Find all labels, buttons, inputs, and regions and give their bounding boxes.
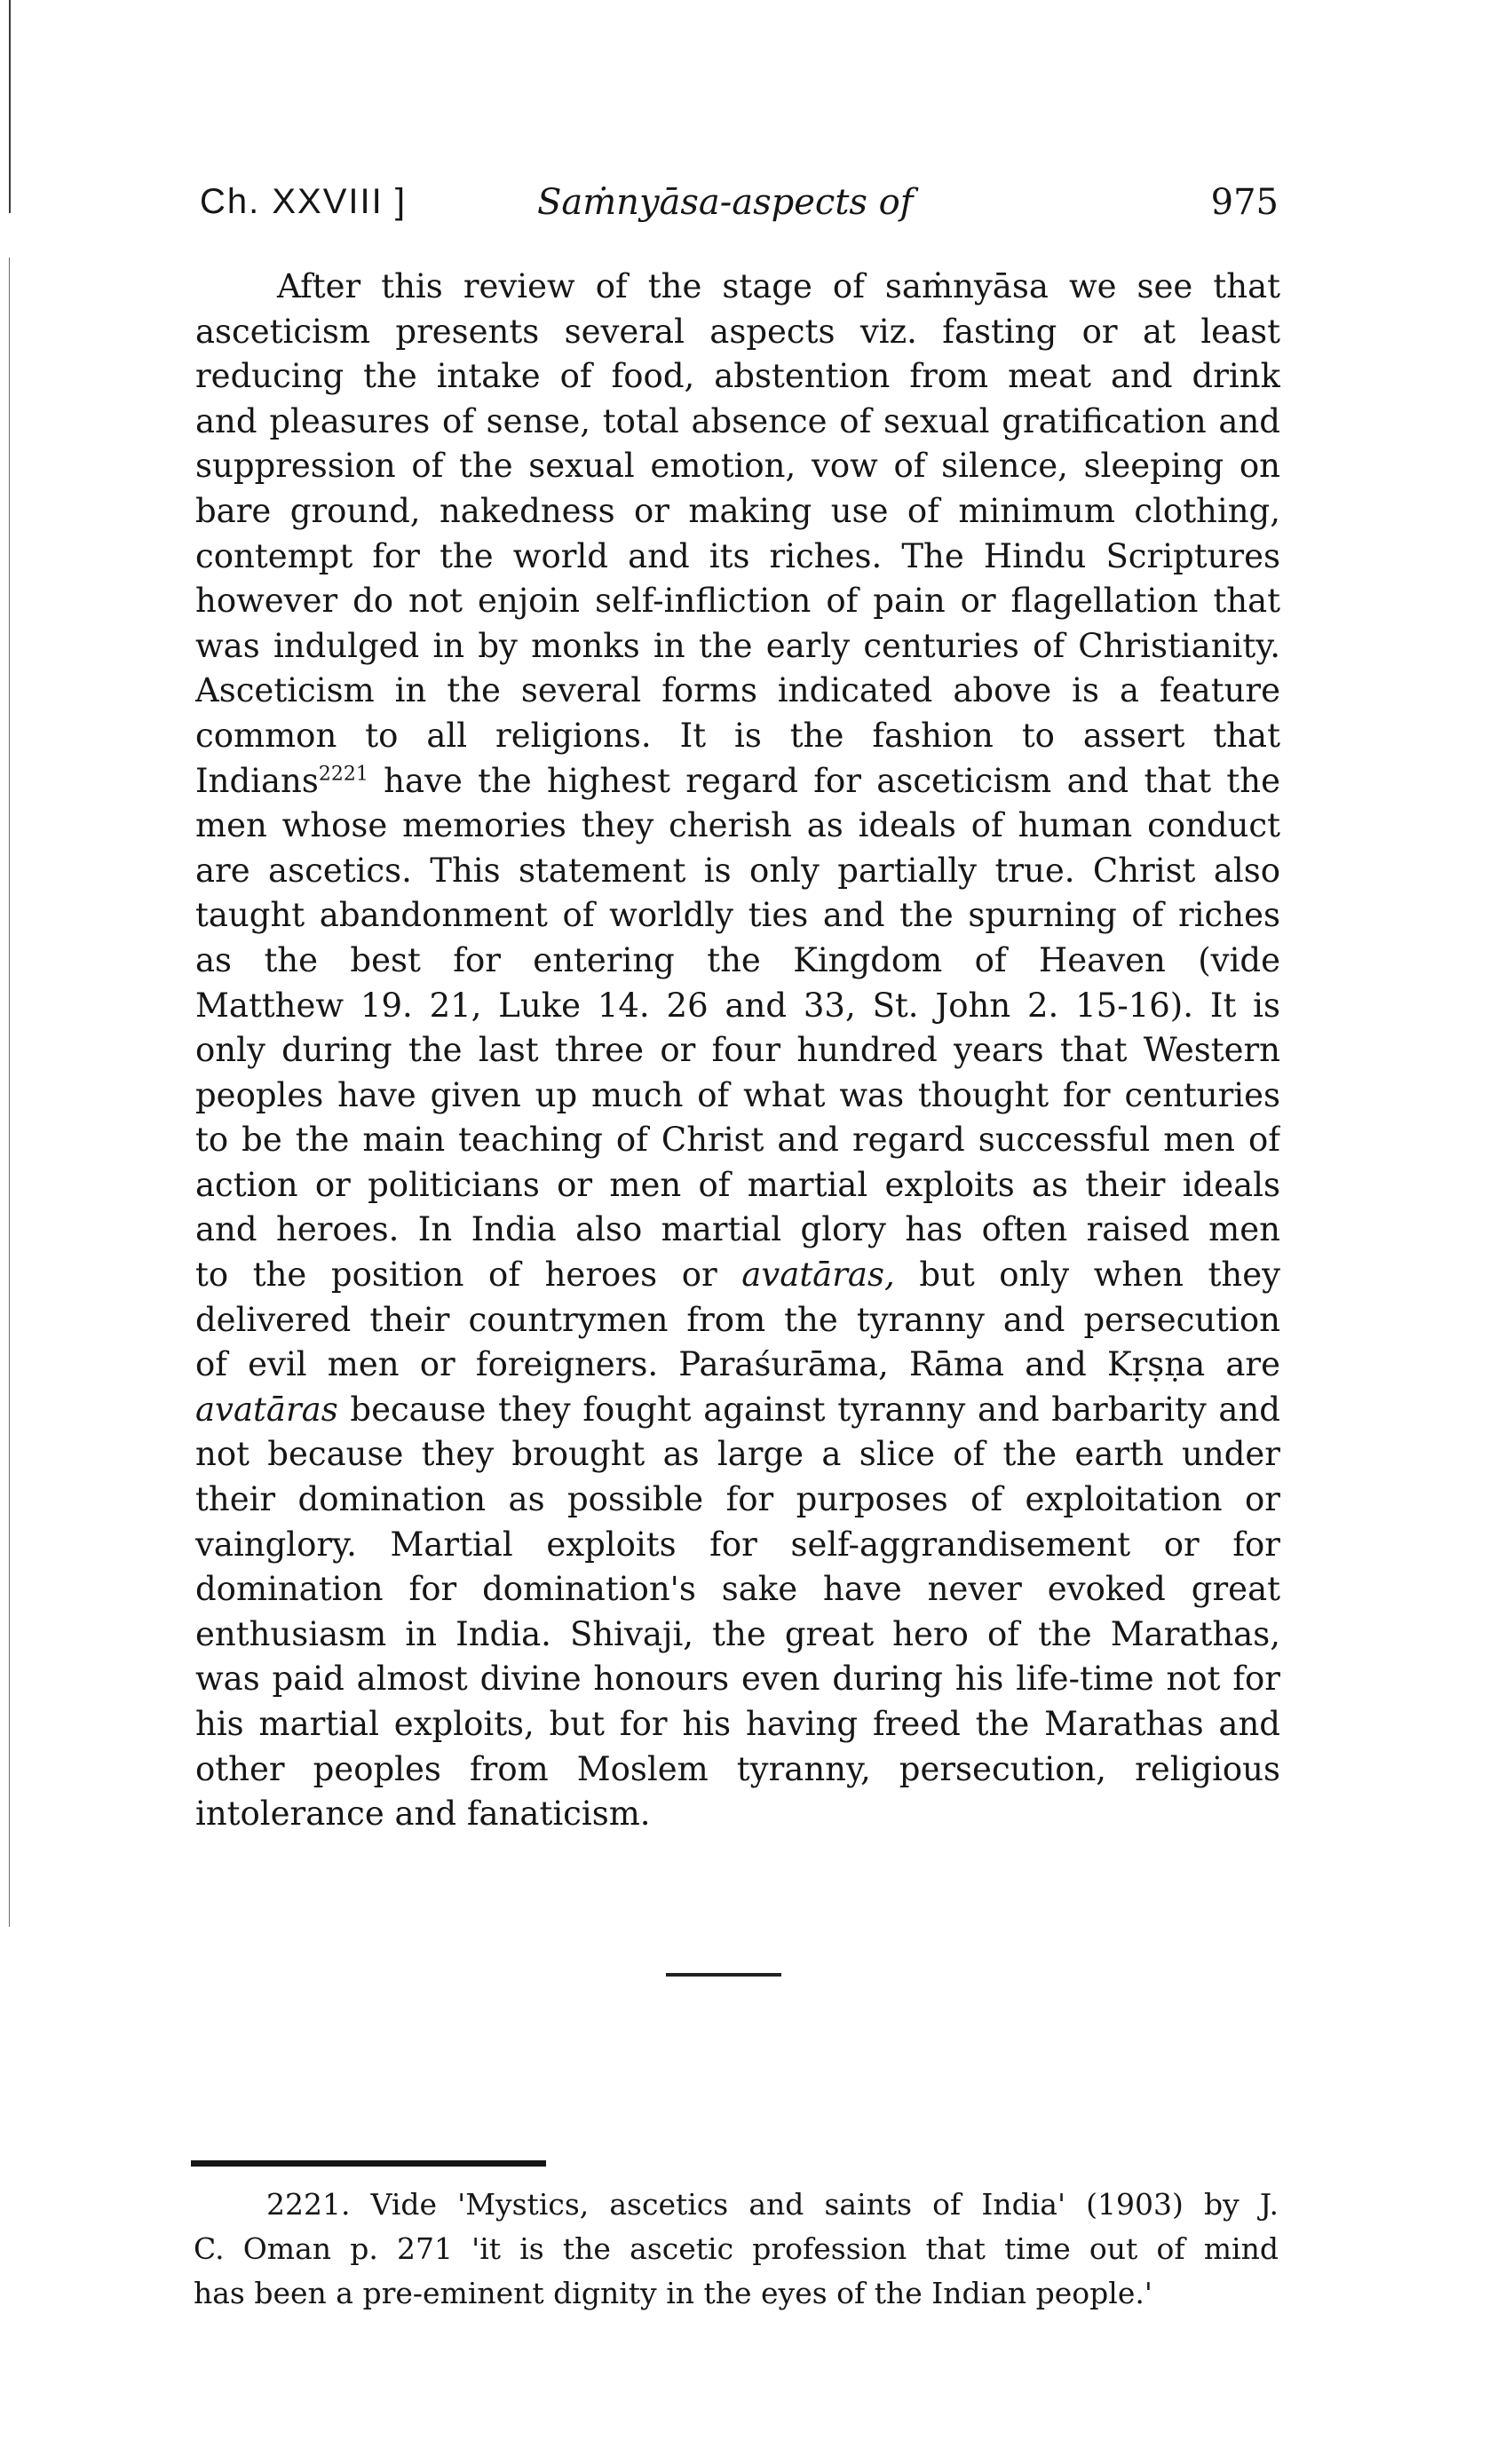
text-line: not because they brought as large a slice of the earth under [195, 1435, 1280, 1474]
scan-edge-top [9, 0, 11, 213]
text-line: was indulged in by monks in the early centuries of Christianity. [195, 626, 1280, 665]
footnote-line: has been a pre-eminent dignity in the eyes of the Indian people.' [194, 2276, 1152, 2310]
line-start: to the position of heroes or [195, 1256, 717, 1295]
text-line: however do not enjoin self-infliction of pain or flagellation that [195, 582, 1280, 621]
footnote-line: 2221. Vide 'Mystics, ascetics and saints of India' (1903) by J. [266, 2187, 1279, 2222]
footnote-line: C. Oman p. 271 'it is the ascetic profession that time out of mind [194, 2231, 1279, 2266]
text-line: reducing the intake of food, abstention from meat and drink [195, 357, 1280, 396]
text-line: suppression of the sexual emotion, vow of silence, sleeping on [195, 447, 1280, 486]
text-line: action or politicians or men of martial exploits as their ideals [195, 1165, 1280, 1204]
line-rest: but only when they [894, 1256, 1280, 1295]
text-line: as the best for entering the Kingdom of Heaven (vide [195, 940, 1280, 979]
text-line: and pleasures of sense, total absence of sexual gratification and [195, 401, 1280, 440]
text-line: was paid almost divine honours even during his life-time not for [195, 1660, 1280, 1699]
text-line: their domination as possible for purposes of exploitation or [195, 1480, 1280, 1519]
text-line: other peoples from Moslem tyranny, persecution, religious [195, 1749, 1280, 1788]
text-line: intolerance and fanaticism. [195, 1795, 651, 1834]
text-line: taught abandonment of worldly ties and the spurning of riches [195, 896, 1280, 935]
footnote-reference: 2221 [318, 763, 368, 786]
text-line: bare ground, nakedness or making use of minimum clothing, [195, 491, 1280, 530]
section-divider [666, 1973, 781, 1977]
text-line: contempt for the world and its riches. The Hindu Scriptures [195, 536, 1280, 575]
text-line: enthusiasm in India. Shivaji, the great hero of the Marathas, [195, 1614, 1280, 1653]
word: Indians [195, 761, 319, 800]
text-line-with-footnote-ref [195, 759, 1280, 804]
running-head [200, 182, 1279, 235]
text-line [195, 1388, 1280, 1433]
line-rest: because they fought against tyranny and barbarity and [337, 1390, 1280, 1429]
body-paragraph [195, 265, 1280, 1837]
italic-term: avatāras [195, 1390, 338, 1429]
footnote-rule [191, 2160, 546, 2167]
text-line: delivered their countrymen from the tyranny and persecution [195, 1300, 1280, 1339]
italic-term: avatāras, [741, 1256, 895, 1295]
text-line: asceticism presents several aspects viz. fasting or at least [195, 312, 1280, 351]
footnote [194, 2183, 1279, 2316]
text-line: Matthew 19. 21, Luke 14. 26 and 33, St. John 2. 15-16). It is [195, 986, 1280, 1025]
text-line: his martial exploits, but for his having freed the Marathas and [195, 1705, 1280, 1743]
line-rest: have the highest regard for asceticism and that the [368, 761, 1280, 800]
text-line: vainglory. Martial exploits for self-aggrandisement or for [195, 1525, 1280, 1564]
text-line: common to all religions. It is the fashion to assert that [195, 716, 1280, 755]
text-line: and heroes. In India also martial glory has often raised men [195, 1210, 1280, 1249]
chapter-label: Ch. XXVIII ] [200, 182, 407, 221]
text-line: men whose memories they cherish as ideals of human conduct [195, 806, 1280, 845]
text-line: After this review of the stage of saṁnyāsa we see that [277, 267, 1280, 305]
text-line [195, 1253, 1280, 1298]
text-line: peoples have given up much of what was thought for centuries [195, 1075, 1280, 1114]
text-line: to be the main teaching of Christ and regard successful men of [195, 1121, 1280, 1160]
running-title: Saṁnyāsa-aspects of [537, 182, 914, 223]
page-number: 975 [1210, 182, 1279, 223]
text-line: domination for domination's sake have never evoked great [195, 1570, 1280, 1609]
text-line: of evil men or foreigners. Paraśurāma, Rāma and Kṛṣṇa are [195, 1345, 1280, 1384]
scan-edge-middle [9, 257, 10, 1927]
text-line: only during the last three or four hundred years that Western [195, 1031, 1280, 1070]
text-line: are ascetics. This statement is only partially true. Christ also [195, 851, 1280, 890]
text-line: Asceticism in the several forms indicated above is a feature [195, 671, 1280, 710]
